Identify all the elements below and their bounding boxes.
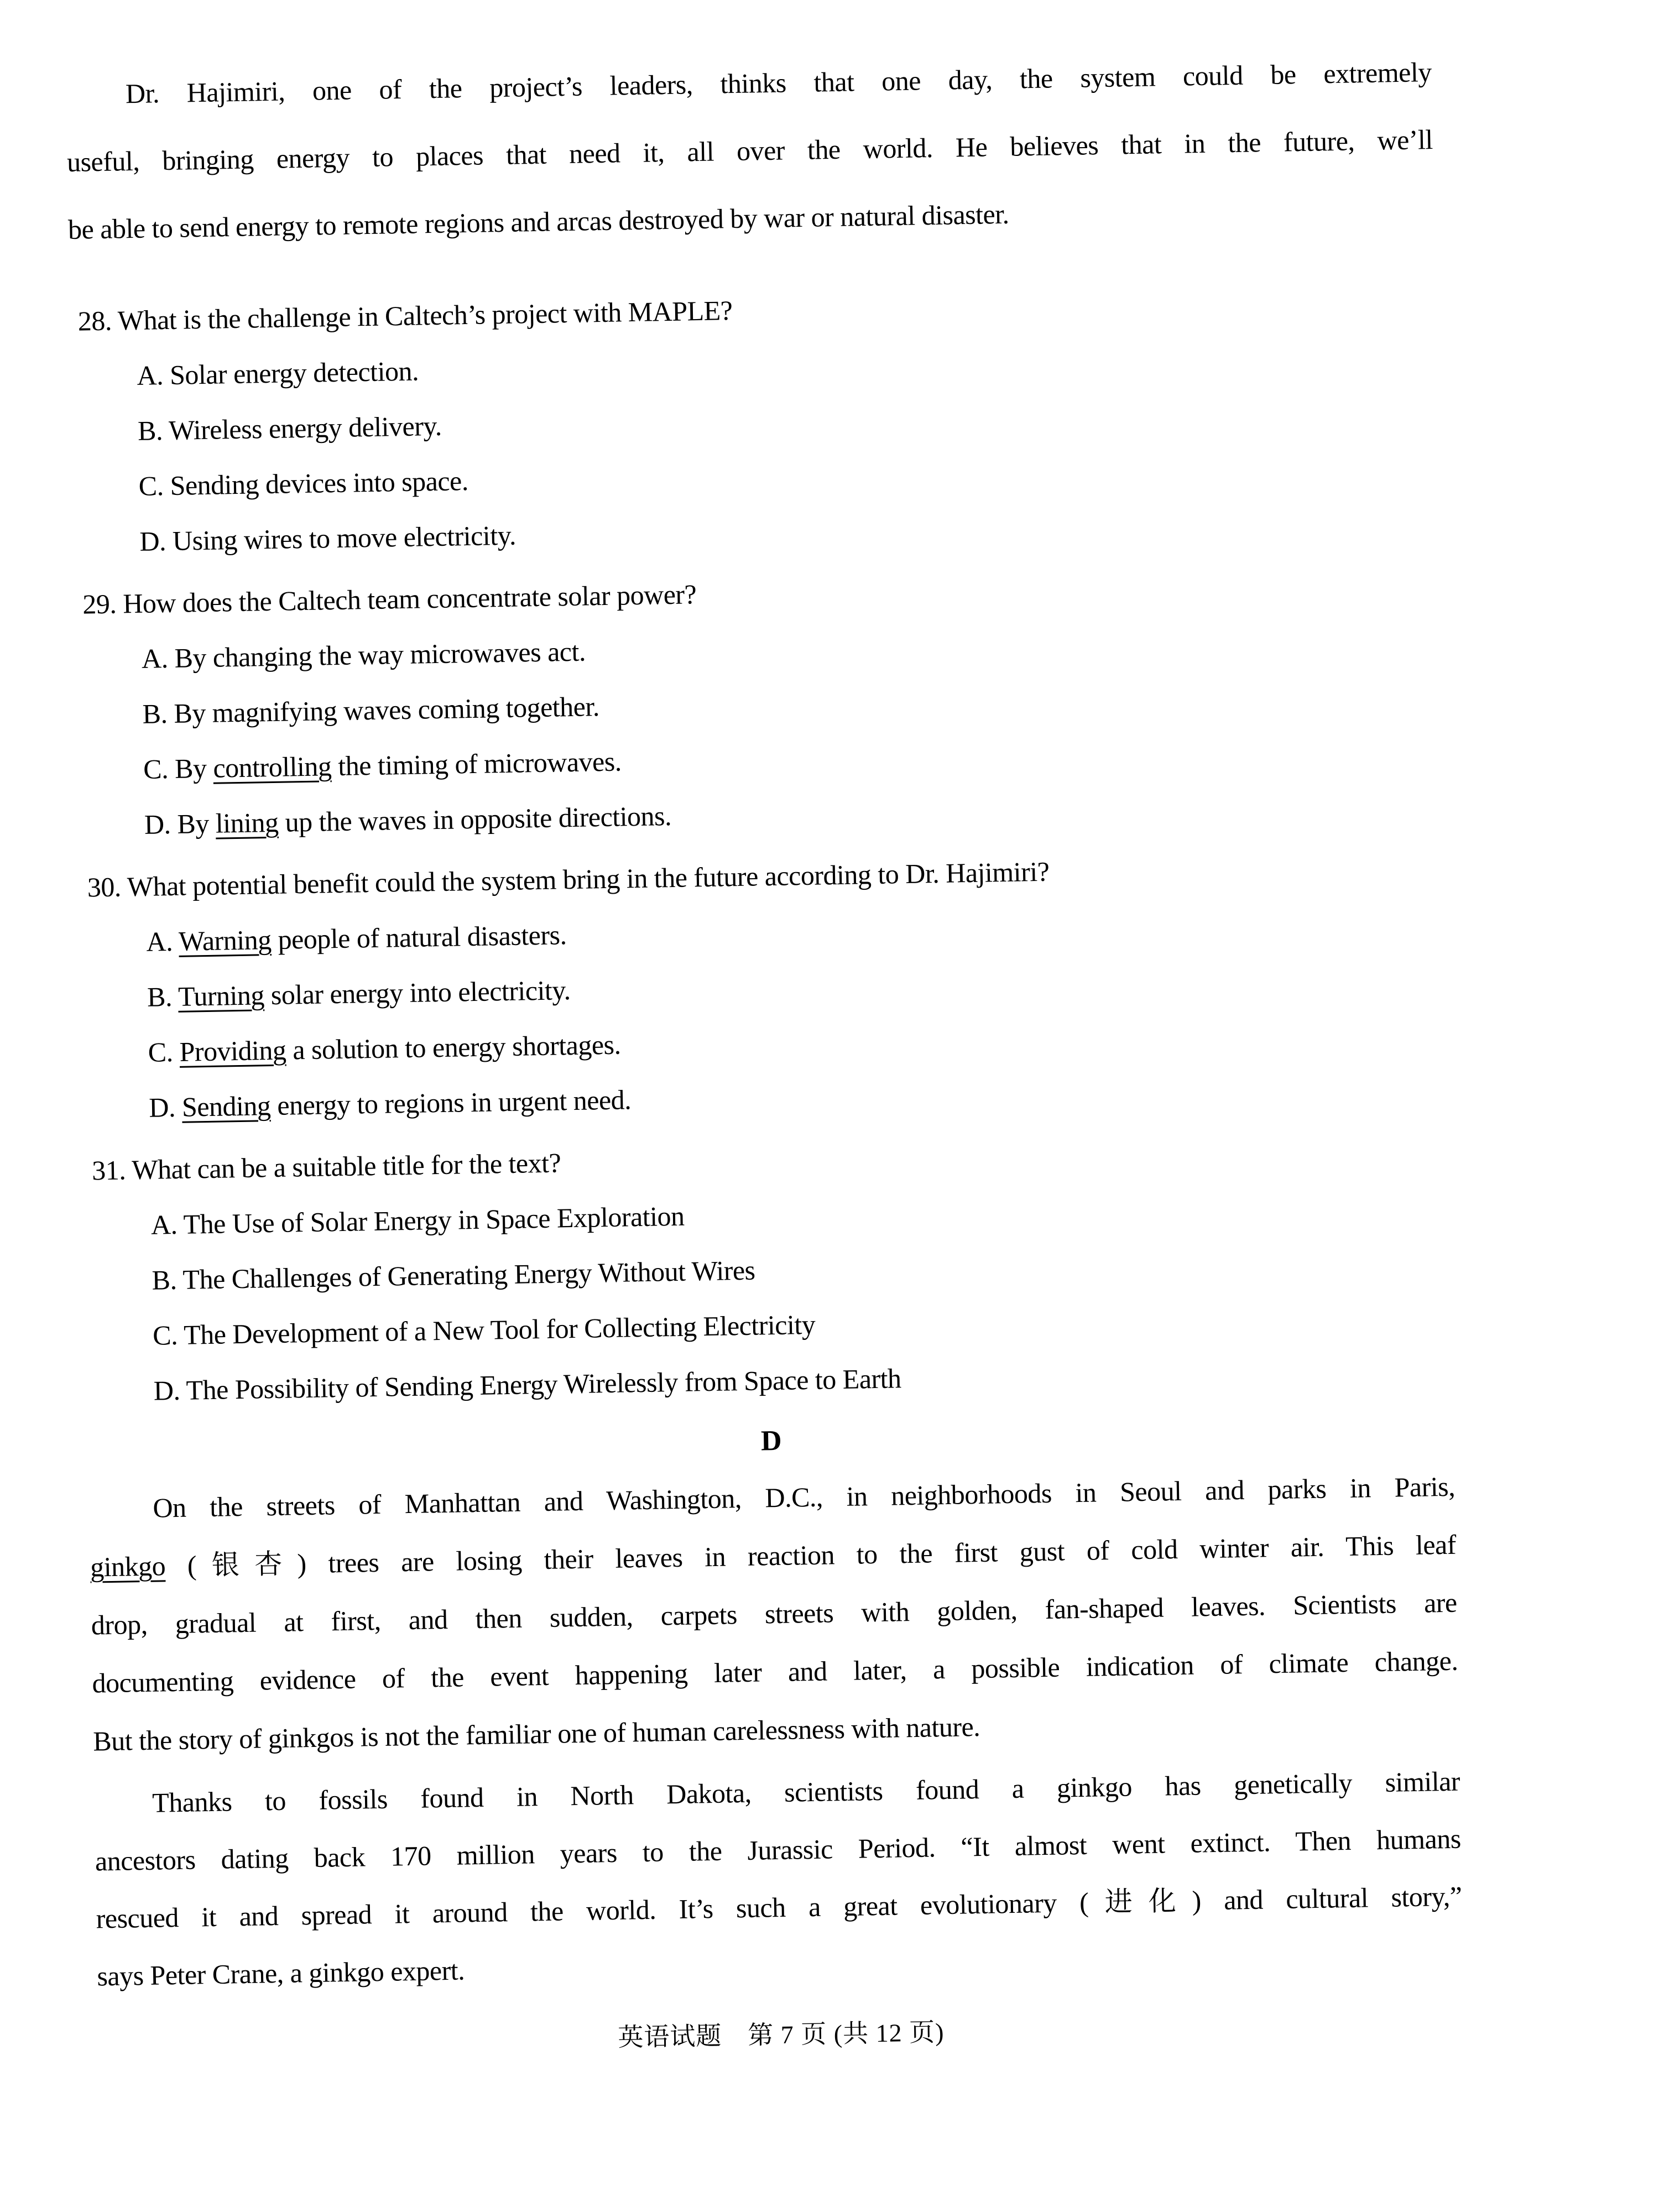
glossed-word-ginkgo: ginkgo	[90, 1550, 166, 1583]
paragraph-line: documenting evidence of the event happening later and later, a possible indication of climate change.	[92, 1645, 1458, 1699]
intro-line-3: be able to send energy to remote regions and arcas destroyed by war or natural disaster.	[67, 198, 1009, 245]
intro-line-2: useful, bringing energy to places that need it, all over the world. He believes that in the future, we’ll	[66, 124, 1433, 178]
option-text: A. By changing the way microwaves act.	[141, 635, 586, 674]
underlined-word: Warning	[178, 924, 272, 957]
option-text: C. Sending devices into space.	[138, 465, 469, 502]
option-text: D. The Possibility of Sending Energy Wirelessly from Space to Earth	[153, 1363, 901, 1406]
question-30-title: 30. What potential benefit could the system bring in the future according to Dr. Hajimiri?	[87, 855, 1050, 903]
paragraph-line: ancestors dating back 170 million years to the Jurassic Period. “It almost went extinct. Then humans	[95, 1823, 1462, 1877]
question-28-title: 28. What is the challenge in Caltech’s project with MAPLE?	[77, 295, 733, 337]
option-text: A. The Use of Solar Energy in Space Exploration	[150, 1200, 685, 1240]
page-content	[65, 38, 1464, 2074]
underlined-word: Providing	[179, 1034, 286, 1067]
paragraph-line: Thanks to fossils found in North Dakota, scientists found a ginkgo has genetically similar	[152, 1765, 1460, 1818]
question-28	[69, 271, 1439, 570]
paragraph-line-rest: (银杏) trees are losing their leaves in reaction to the first gust of cold winter air. This leaf	[165, 1528, 1457, 1582]
underlined-word: lining	[215, 806, 279, 839]
paragraph-line: But the story of ginkgos is not the familiar one of human carelessness with nature.	[92, 1710, 980, 1757]
underlined-word: controlling	[212, 750, 332, 784]
paragraph-line: drop, gradual at first, and then sudden, carpets streets with golden, fan-shaped leaves. Scientists are	[91, 1587, 1458, 1641]
paragraph-line: On the streets of Manhattan and Washington, D.C., in neighborhoods in Seoul and parks in Paris,	[152, 1470, 1455, 1524]
option-text-post: solar energy into electricity.	[264, 974, 571, 1011]
paragraph-line: says Peter Crane, a ginkgo expert.	[96, 1954, 465, 1992]
option-text: B. Wireless energy delivery.	[137, 410, 442, 446]
option-text: B. By magnifying waves coming together.	[142, 691, 600, 729]
option-text-post: energy to regions in urgent need.	[270, 1084, 632, 1121]
option-text-pre: D. By	[144, 807, 216, 840]
underlined-word: Sending	[181, 1090, 271, 1123]
option-text-pre: B.	[147, 980, 179, 1013]
section-d-paragraph-1	[89, 1458, 1459, 1771]
question-30	[79, 837, 1449, 1136]
option-text: B. The Challenges of Generating Energy Without Wires	[152, 1254, 755, 1296]
intro-paragraph	[65, 38, 1434, 263]
option-text-pre: C.	[148, 1036, 180, 1068]
underlined-word: Turning	[178, 979, 265, 1012]
paragraph-line: rescued it and spread it around the world. It’s such a great evolutionary (进化) and cultural story,”	[96, 1880, 1462, 1934]
intro-line-1: Dr. Hajimiri, one of the project’s leaders, thinks that one day, the system could be extremely	[125, 56, 1432, 109]
question-29	[74, 554, 1444, 853]
page-footer: 英语试题 第 7 页 (共 12 页)	[617, 2018, 945, 2052]
option-text-post: up the waves in opposite directions.	[278, 800, 672, 838]
option-text-pre: D.	[148, 1091, 182, 1123]
option-text: C. The Development of a New Tool for Collecting Electricity	[152, 1308, 816, 1351]
option-text-post: the timing of microwaves.	[331, 745, 622, 782]
option-text: A. Solar energy detection.	[136, 355, 419, 391]
option-text-pre: A.	[145, 925, 179, 957]
option-text-pre: C. By	[143, 752, 213, 785]
option-text-post: people of natural disasters.	[271, 919, 567, 956]
question-31	[83, 1120, 1453, 1420]
question-29-title: 29. How does the Caltech team concentrate solar power?	[82, 578, 697, 620]
question-31-title: 31. What can be a suitable title for the text?	[91, 1147, 561, 1186]
section-d-header: D	[760, 1425, 782, 1457]
option-text: D. Using wires to move electricity.	[139, 519, 517, 557]
option-text-post: a solution to energy shortages.	[285, 1029, 621, 1066]
section-d-paragraph-2	[93, 1752, 1463, 2005]
